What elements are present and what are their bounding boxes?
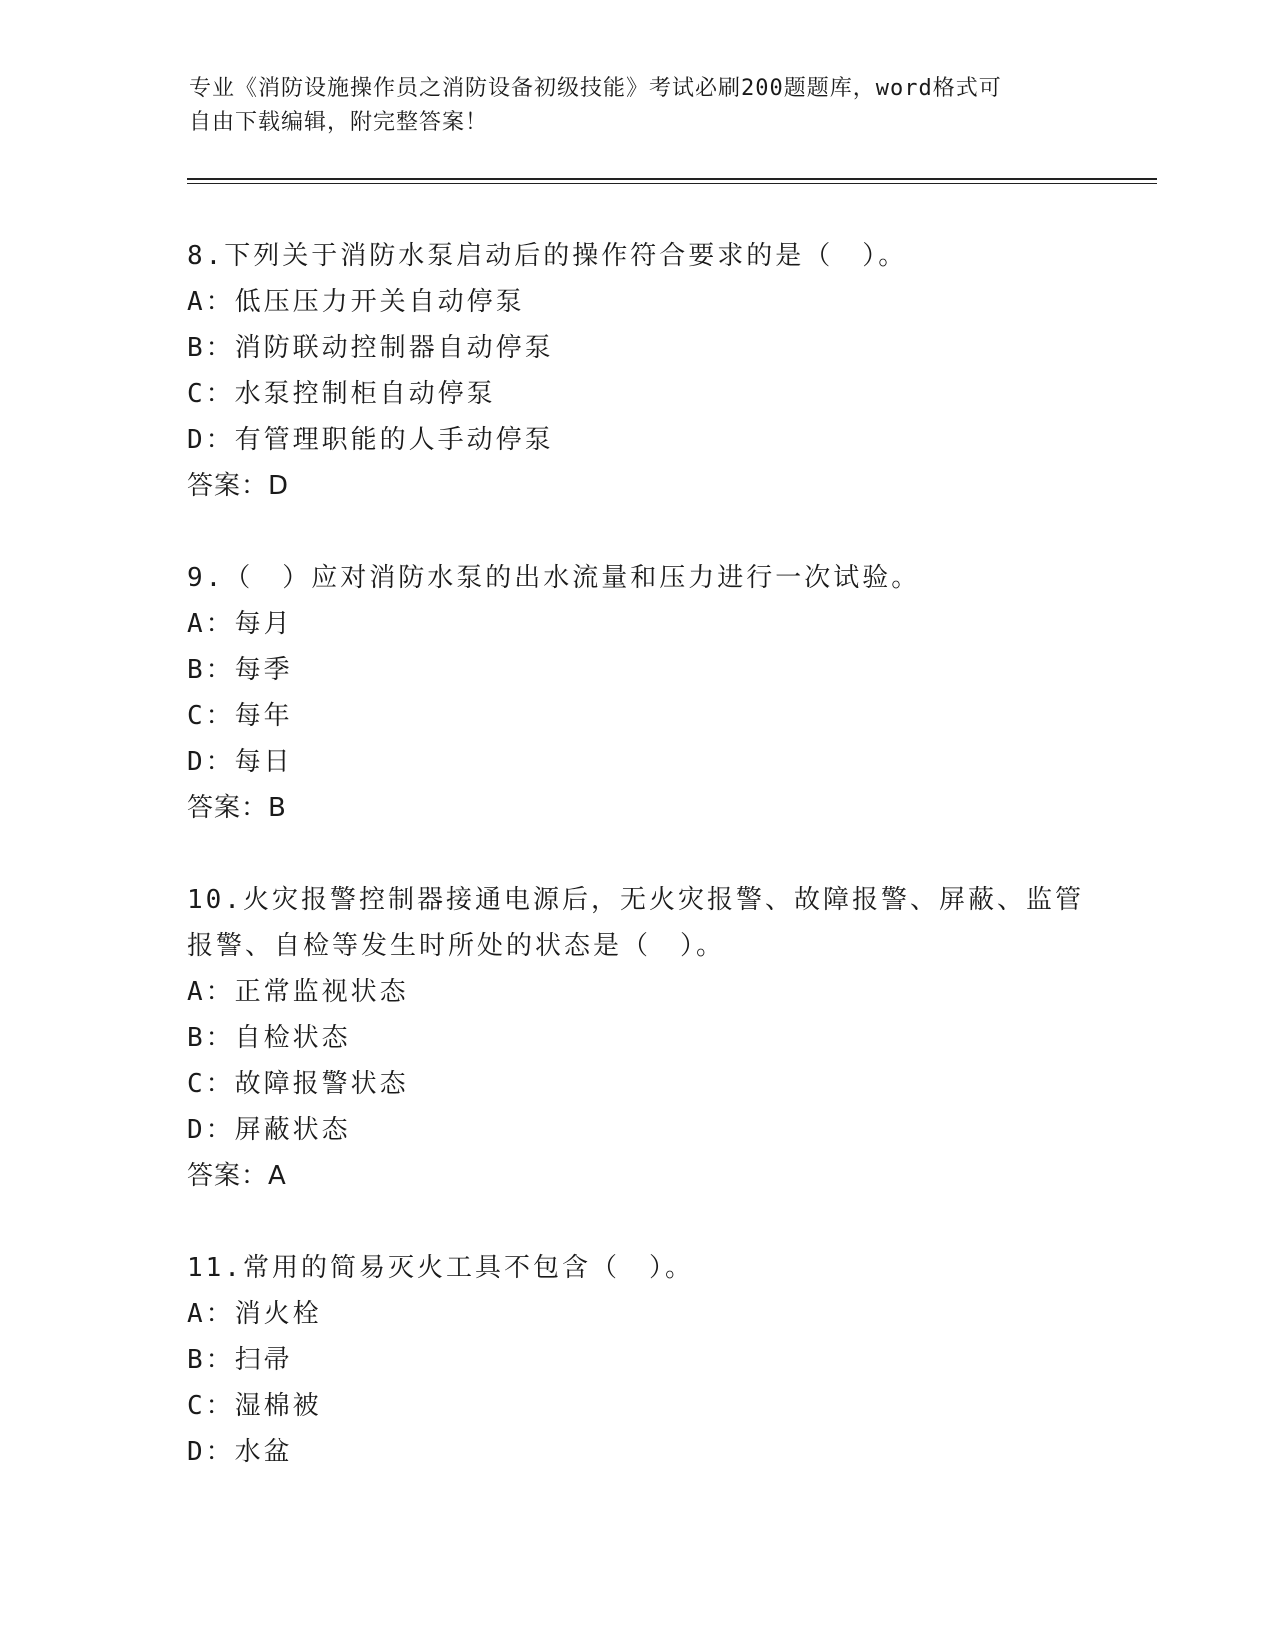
header-line-1: 专业《消防设施操作员之消防设备初级技能》考试必刷200题题库，word格式可 [189,76,1002,101]
question-stem: 9.（ ）应对消防水泵的出水流量和压力进行一次试验。 [187,563,921,593]
option-a: A：每月 [187,609,293,639]
option-b: B：扫帚 [187,1345,293,1375]
question-8 [187,233,1087,509]
header-divider-thin [187,183,1157,184]
option-d: D：每日 [187,747,293,777]
answer-line: 答案：B [187,793,287,823]
answer-line: 答案：D [187,471,290,501]
question-11 [187,1245,1087,1475]
answer-line: 答案：A [187,1161,287,1191]
option-c: C：湿棉被 [187,1391,322,1421]
question-stem: 10.火灾报警控制器接通电源后，无火灾报警、故障报警、屏蔽、监管报警、自检等发生时所处的状态是（ ）。 [187,885,1084,961]
header-line-2: 自由下载编辑，附完整答案！ [189,110,489,135]
option-a: A：低压压力开关自动停泵 [187,287,525,317]
option-d: D：有管理职能的人手动停泵 [187,425,554,455]
option-b: B：每季 [187,655,293,685]
option-c: C：水泵控制柜自动停泵 [187,379,496,409]
question-stem: 11.常用的简易灭火工具不包含（ ）。 [187,1253,694,1283]
option-b: B：消防联动控制器自动停泵 [187,333,554,363]
option-a: A：消火栓 [187,1299,322,1329]
option-d: D：水盆 [187,1437,293,1467]
option-c: C：故障报警状态 [187,1069,409,1099]
question-10 [187,877,1087,1199]
question-9 [187,555,1087,831]
option-b: B：自检状态 [187,1023,351,1053]
question-stem: 8.下列关于消防水泵启动后的操作符合要求的是（ ）。 [187,241,908,271]
question-list [187,233,1087,1521]
option-d: D：屏蔽状态 [187,1115,351,1145]
document-header [189,72,1089,140]
header-divider-thick [187,178,1157,180]
option-a: A：正常监视状态 [187,977,409,1007]
option-c: C：每年 [187,701,293,731]
